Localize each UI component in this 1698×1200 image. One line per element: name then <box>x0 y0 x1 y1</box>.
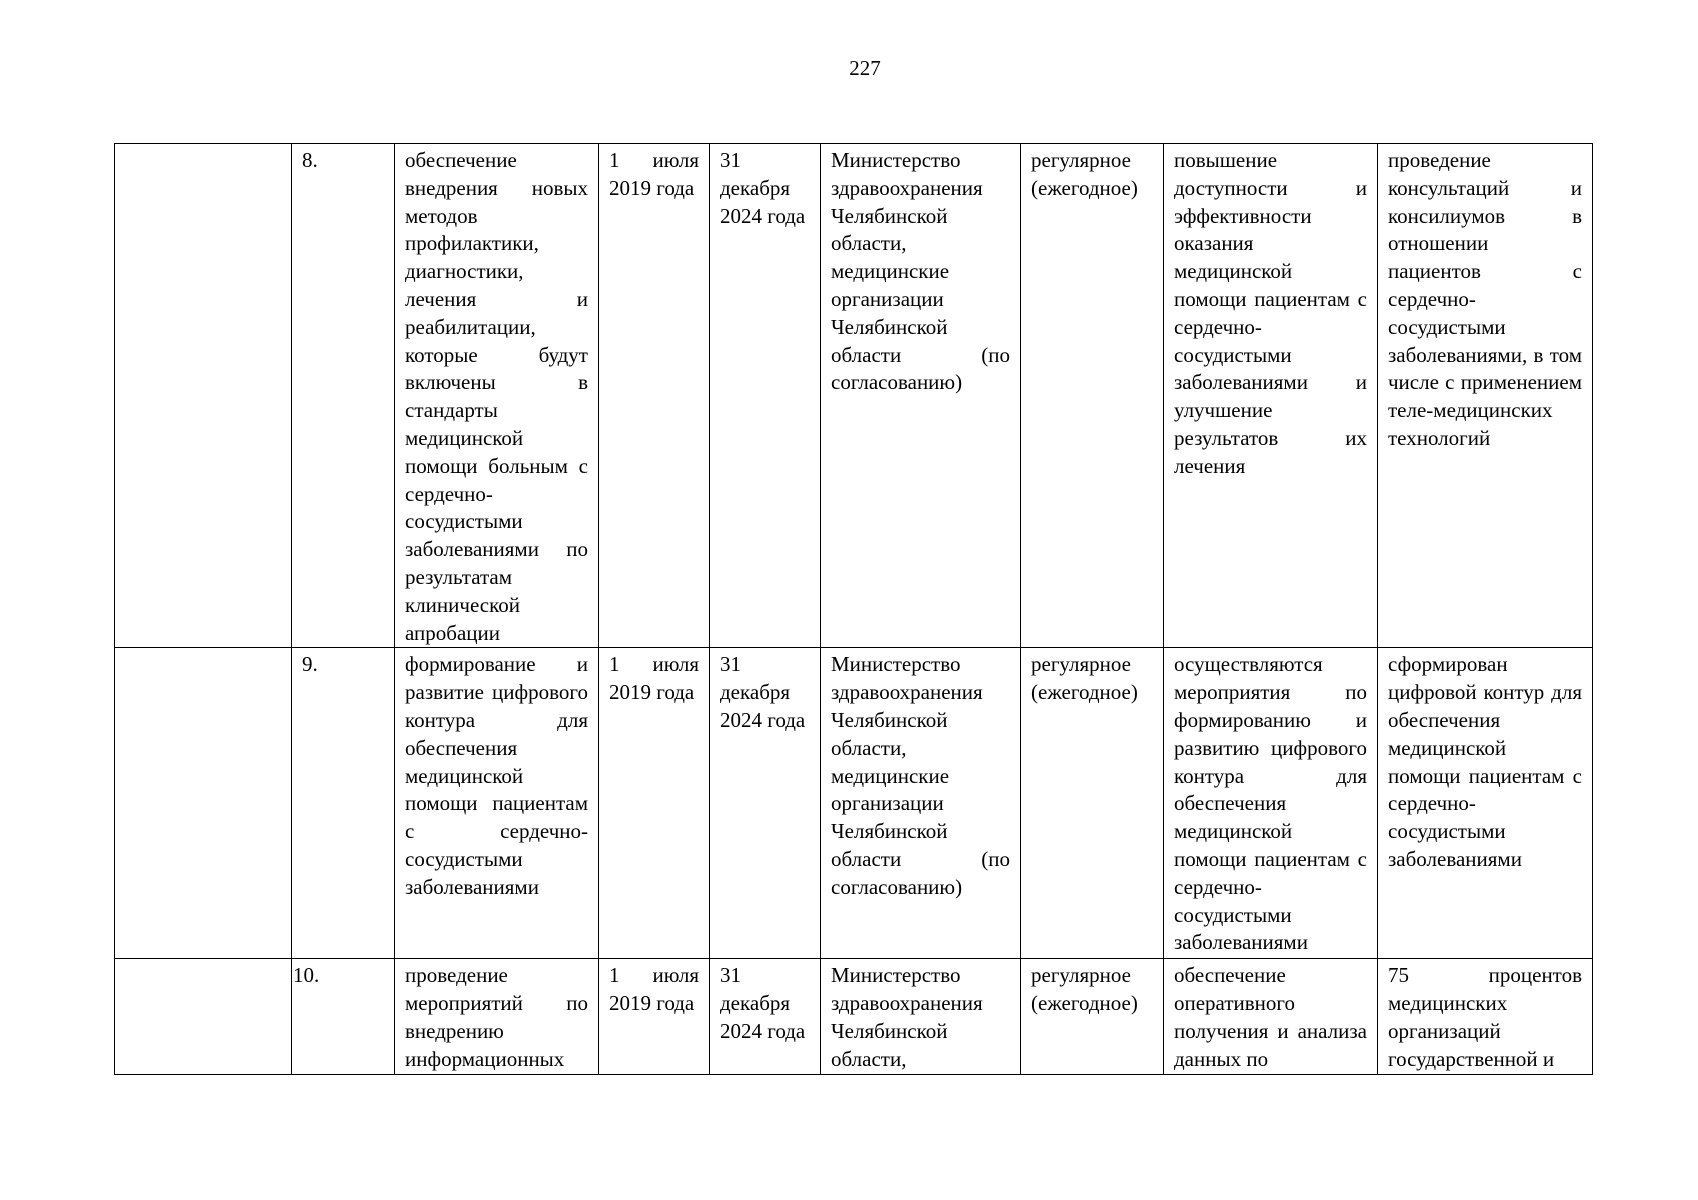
start-date-cell: 1 июля 2019 года <box>599 648 710 959</box>
indicator-cell: проведение консультаций и консилиумов в отношении пациентов с сердечно-сосудистыми заболеваниями, в том числе с применением теле-медицинских технологий <box>1378 144 1593 648</box>
executor-cell: Министерство здравоохранения Челябинской области, медицинские организации Челябинской области (по согласованию) <box>821 144 1021 648</box>
result-cell: повышение доступности и эффективности оказания медицинской помощи пациентам с сердечно-сосудистыми заболеваниями и улучшение результатов их лечения <box>1164 144 1378 648</box>
type-cell: регулярное (ежегодное) <box>1021 959 1164 1074</box>
row-number-cell: 8. <box>292 144 395 648</box>
end-date-cell: 31 декабря 2024 года <box>710 648 821 959</box>
executor-cell: Министерство здравоохранения Челябинской области, <box>821 959 1021 1074</box>
page-number: 227 <box>849 56 881 80</box>
empty-cell <box>115 648 292 959</box>
result-cell: обеспечение оперативного получения и анализа данных по <box>1164 959 1378 1074</box>
empty-cell <box>115 959 292 1074</box>
table-row <box>115 959 1593 1074</box>
start-date-cell: 1 июля 2019 года <box>599 144 710 648</box>
table-row <box>115 144 1593 648</box>
table-row <box>115 648 1593 959</box>
event-cell: проведение мероприятий по внедрению информационных <box>395 959 599 1074</box>
executor-cell: Министерство здравоохранения Челябинской области, медицинские организации Челябинской области (по согласованию) <box>821 648 1021 959</box>
program-table <box>114 143 1593 1075</box>
event-cell: формирование и развитие цифрового контура для обеспечения медицинской помощи пациентам с сердечно-сосудистыми заболеваниями <box>395 648 599 959</box>
empty-cell <box>115 144 292 648</box>
event-cell: обеспечение внедрения новых методов профилактики, диагностики, лечения и реабилитации, которые будут включены в стандарты медицинской помощи больным с сердечно-сосудистыми заболеваниями по результатам клинической апробации <box>395 144 599 648</box>
type-cell: регулярное (ежегодное) <box>1021 144 1164 648</box>
row-number-cell: 9. <box>292 648 395 959</box>
start-date-cell: 1 июля 2019 года <box>599 959 710 1074</box>
end-date-cell: 31 декабря 2024 года <box>710 144 821 648</box>
indicator-cell: сформирован цифровой контур для обеспечения медицинской помощи пациентам с сердечно-сосудистыми заболеваниями <box>1378 648 1593 959</box>
indicator-cell: 75 процентов медицинских организаций государственной и <box>1378 959 1593 1074</box>
end-date-cell: 31 декабря 2024 года <box>710 959 821 1074</box>
result-cell: осуществляются мероприятия по формированию и развитию цифрового контура для обеспечения медицинской помощи пациентам с сердечно-сосудистыми заболеваниями <box>1164 648 1378 959</box>
row-number-cell: 10. <box>292 959 395 1074</box>
type-cell: регулярное (ежегодное) <box>1021 648 1164 959</box>
